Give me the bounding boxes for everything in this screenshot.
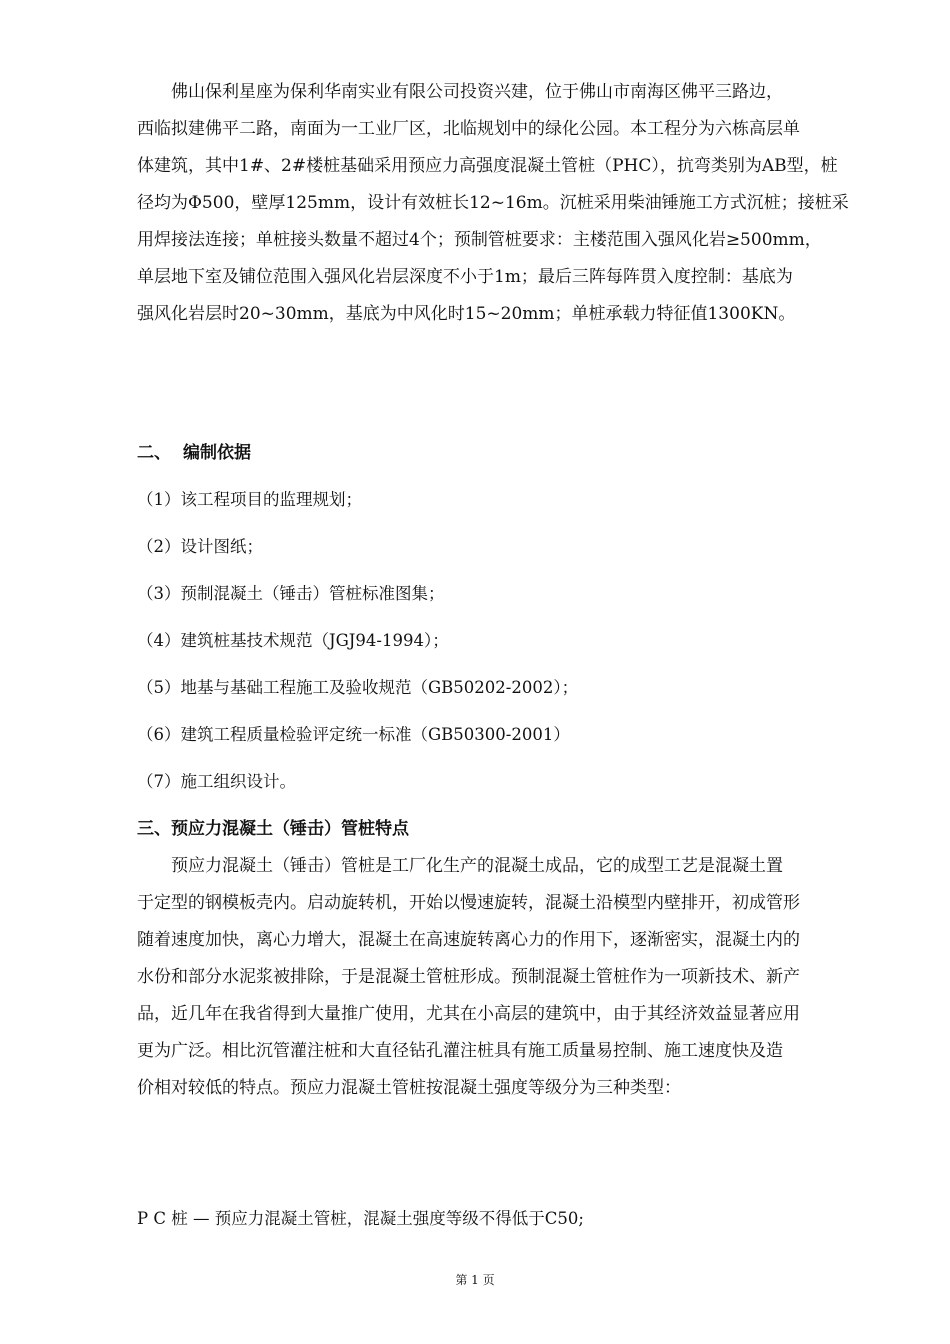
list-item: （5）地基与基础工程施工及验收规范（GB50202-2002）； [137, 678, 579, 697]
section-number: 二、 [137, 443, 171, 463]
list-item: （4）建筑桩基技术规范（JGJ94-1994）； [137, 631, 449, 650]
section-heading-basis [137, 438, 251, 463]
intro-line: 西临拟建佛平二路，南面为一工业厂区，北临规划中的绿化公园。本工程分为六栋高层单 [137, 119, 800, 139]
intro-paragraph [137, 74, 859, 333]
features-line: 价相对较低的特点。预应力混凝土管桩按混凝土强度等级分为三种类型： [137, 1078, 681, 1098]
intro-line: 径均为Φ500，壁厚125mm，设计有效桩长12~16m。沉桩采用柴油锤施工方式沉桩；接桩采 [137, 193, 849, 213]
page-number: 第 1 页 [455, 1273, 495, 1287]
intro-line: 用焊接法连接；单桩接头数量不超过4个；预制管桩要求：主楼范围入强风化岩≥500mm， [137, 230, 822, 250]
features-line: 品，近几年在我省得到大量推广使用，尤其在小高层的建筑中，由于其经济效益显著应用 [137, 1004, 800, 1024]
features-line: 随着速度加快，离心力增大，混凝土在高速旋转离心力的作用下，逐渐密实，混凝土内的 [137, 930, 800, 950]
list-item: （2）设计图纸； [137, 537, 263, 556]
section-title: 编制依据 [183, 443, 251, 463]
features-line: 于定型的钢模板壳内。启动旋转机，开始以慢速旋转，混凝土沿模型内壁排开，初成管形 [137, 893, 800, 913]
intro-line: 佛山保利星座为保利华南实业有限公司投资兴建，位于佛山市南海区佛平三路边， [171, 82, 783, 102]
list-item: （3）预制混凝土（锤击）管桩标准图集； [137, 584, 445, 603]
features-paragraph [137, 848, 859, 1107]
section-heading-features: 三、预应力混凝土（锤击）管桩特点 [137, 819, 409, 839]
list-item: （7）施工组织设计。 [137, 772, 296, 791]
intro-line: 强风化岩层时20~30mm，基底为中风化时15~20mm；单桩承载力特征值1300KN。 [137, 304, 796, 324]
features-line: 水份和部分水泥浆被排除，于是混凝土管桩形成。预制混凝土管桩作为一项新技术、新产 [137, 967, 800, 987]
list-item: （1）该工程项目的监理规划； [137, 490, 362, 509]
features-line: 更为广泛。相比沉管灌注桩和大直径钻孔灌注桩具有施工质量易控制、施工速度快及造 [137, 1041, 783, 1061]
pc-pile-definition: P C 桩 — 预应力混凝土管桩，混凝土强度等级不得低于C50; [137, 1209, 584, 1228]
intro-line: 单层地下室及铺位范围入强风化岩层深度不小于1m；最后三阵每阵贯入度控制：基底为 [137, 267, 793, 287]
features-line: 预应力混凝土（锤击）管桩是工厂化生产的混凝土成品，它的成型工艺是混凝土置 [171, 856, 783, 876]
intro-line: 体建筑，其中1#、2#楼桩基础采用预应力高强度混凝土管桩（PHC），抗弯类别为AB型，桩 [137, 156, 838, 176]
list-item: （6）建筑工程质量检验评定统一标准（GB50300-2001） [137, 725, 570, 744]
